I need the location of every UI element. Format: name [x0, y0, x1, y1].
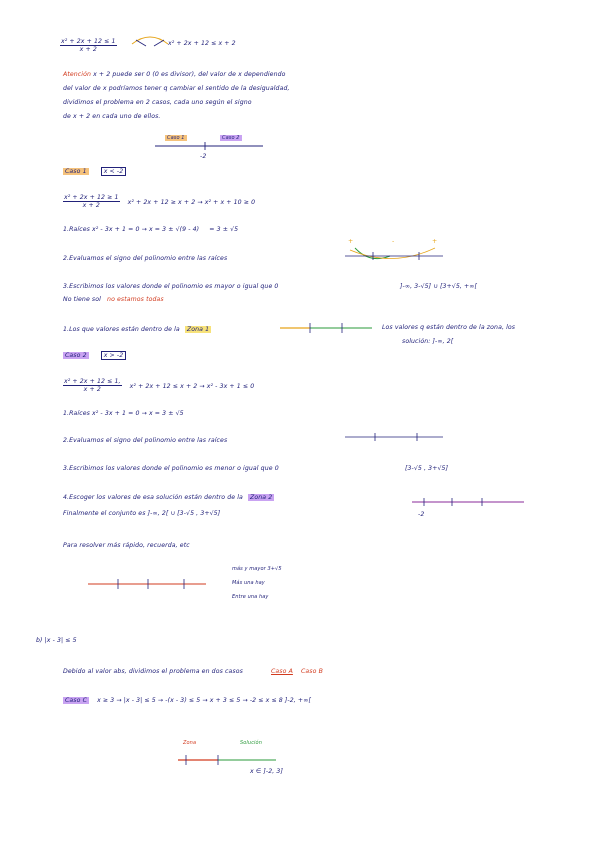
exercise-b-solution-label: Solución: [240, 740, 262, 746]
exercise-b-line1: [63, 668, 323, 675]
case1-step2: 2.Evaluamos el signo del polinomio entre las raíces: [63, 255, 228, 262]
exercise-b-line2: [63, 697, 311, 704]
attention-line-1: [63, 71, 286, 78]
case1-condition: x < -2: [101, 167, 127, 176]
case1-step3-nosol: No tiene sol: [63, 296, 101, 303]
case2-step4-tag: Zona 2: [250, 494, 273, 501]
case2-axis-label: -2: [418, 511, 425, 518]
case2-condition: x > -2: [101, 351, 127, 360]
case1-step3: 3.Escribimos los valores donde el polinomio es mayor o igual que 0: [63, 283, 279, 290]
case1-zone-line: [280, 318, 375, 348]
summary-side-3: Entre una hay: [232, 594, 269, 600]
case1-sign-plus-2: +: [432, 238, 438, 245]
case2-equation-rhs: x² + 2x + 12 ≤ x + 2 → x² - 3x + 1 ≤ 0: [129, 382, 255, 390]
case1-step3-interval: ]-∞, 3-√5] ∪ [3+√5, +∞[: [400, 283, 478, 290]
case1-equation: [63, 194, 255, 209]
case1-step4-tag: Zona 1: [186, 326, 210, 333]
case1-step1-result: = 3 ± √5: [209, 226, 239, 233]
case1-step1: [63, 226, 238, 233]
case2-step4-text: 4.Escoger los valores de esa solución están dentro de la: [63, 494, 243, 501]
case1-sign-plus-1: +: [348, 238, 354, 245]
exercise-b-final: x ∈ ]-2, 3]: [250, 768, 283, 775]
equation-top: [60, 38, 117, 53]
number-line-cases: [155, 140, 265, 152]
case2-step1: 1.Raíces x² - 3x + 1 = 0 → x = 3 ± √5: [63, 410, 184, 417]
summary-side-2: Más una hay: [232, 580, 265, 586]
tag-caso-2: Caso 2: [222, 135, 240, 141]
case1-step4-right: Los valores q están dentro de la zona, los: [382, 324, 516, 331]
arrow-curve-top: [130, 34, 170, 48]
case1-header: [63, 168, 126, 175]
case1-tag: Caso 1: [65, 168, 87, 175]
case2-tag: Caso 2: [65, 352, 87, 359]
attention-line-2: del valor de x podríamos tener q cambiar el sentido de la desigualdad,: [63, 85, 290, 92]
attention-label: Atención: [63, 71, 92, 78]
case1-fraction: $\frac{\text{x² + 2x + 12 ≥ 1}}{x + 2}$: [64, 194, 119, 209]
case2-final-line: [412, 496, 527, 510]
fraction-top: $\frac{\text{x² + 2x + 12 ≤ 1}}{x + 2}$: [61, 38, 116, 53]
case1-step1-text: 1.Raíces x² - 3x + 1 = 0 → x = 3 ± √(9 - 4): [63, 226, 200, 233]
case2-equation: [63, 378, 254, 393]
exercise-b-zone-label: Zona: [183, 740, 197, 746]
case2-step2: 2.Evaluamos el signo del polinomio entre las raíces: [63, 437, 228, 444]
exercise-b-tag-a: Caso A: [271, 668, 293, 675]
tag-caso-1: Caso 1: [167, 135, 185, 141]
case1-step4-text: 1.Los que valores están dentro de la: [63, 326, 180, 333]
case2-step4: [63, 494, 274, 501]
exercise-b-number-line: [178, 754, 278, 768]
summary-side-1: más y mayor 3+√5: [232, 566, 282, 572]
equation-top-rhs: x² + 2x + 12 ≤ x + 2: [168, 40, 236, 47]
case1-equation-rhs: x² + 2x + 12 ≥ x + 2 → x² + x + 10 ≥ 0: [127, 198, 256, 206]
case1-step4-solution: solución: ]-∞, 2[: [402, 338, 454, 345]
attention-line-4: de x + 2 en cada uno de ellos.: [63, 113, 161, 120]
exercise-b-tag-b: Caso B: [301, 668, 323, 675]
exercise-b-text: Debido al valor abs, dividimos el problema en dos casos: [63, 668, 243, 675]
summary-number-line: [88, 578, 208, 592]
case2-step3: 3.Escribimos los valores donde el polinomio es menor o igual que 0: [63, 465, 279, 472]
case1-step3-mark: no estamos todas: [107, 296, 164, 303]
case2-step5: Finalmente el conjunto es ]-∞, 2[ ∪ [3-√5 , 3+√5]: [63, 510, 221, 517]
case2-step3-interval: [3-√5 , 3+√5]: [405, 465, 449, 472]
summary-line: Para resolver más rápido, recuerda, etc: [63, 542, 190, 549]
exercise-b-title: b) |x - 3| ≤ 5: [36, 637, 77, 644]
case2-header: [63, 352, 126, 359]
case2-fraction: $\frac{\text{x² + 2x + 12 ≤ 1,}}{x + 2}$: [64, 378, 121, 393]
case2-sign-chart: [345, 425, 445, 455]
case1-step3-note: [63, 296, 164, 303]
case1-step4: [63, 326, 211, 333]
exercise-b-derivation: x ≥ 3 → |x - 3| ≤ 5 → -(x - 3) ≤ 5 → x + 3 ≤ 5 → -2 ≤ x ≤ 8 ]-2, +∞[: [97, 697, 311, 704]
axis1-label: -2: [200, 153, 207, 160]
case1-sign-minus: -: [392, 238, 395, 245]
case1-sign-chart: [345, 238, 445, 270]
exercise-b-tag-c: Caso C: [65, 697, 88, 704]
attention-text: x + 2 puede ser 0 (0 es divisor), del valor de x dependiendo: [93, 71, 286, 78]
attention-line-3: dividimos el problema en 2 casos, cada uno según el signo: [63, 99, 252, 106]
